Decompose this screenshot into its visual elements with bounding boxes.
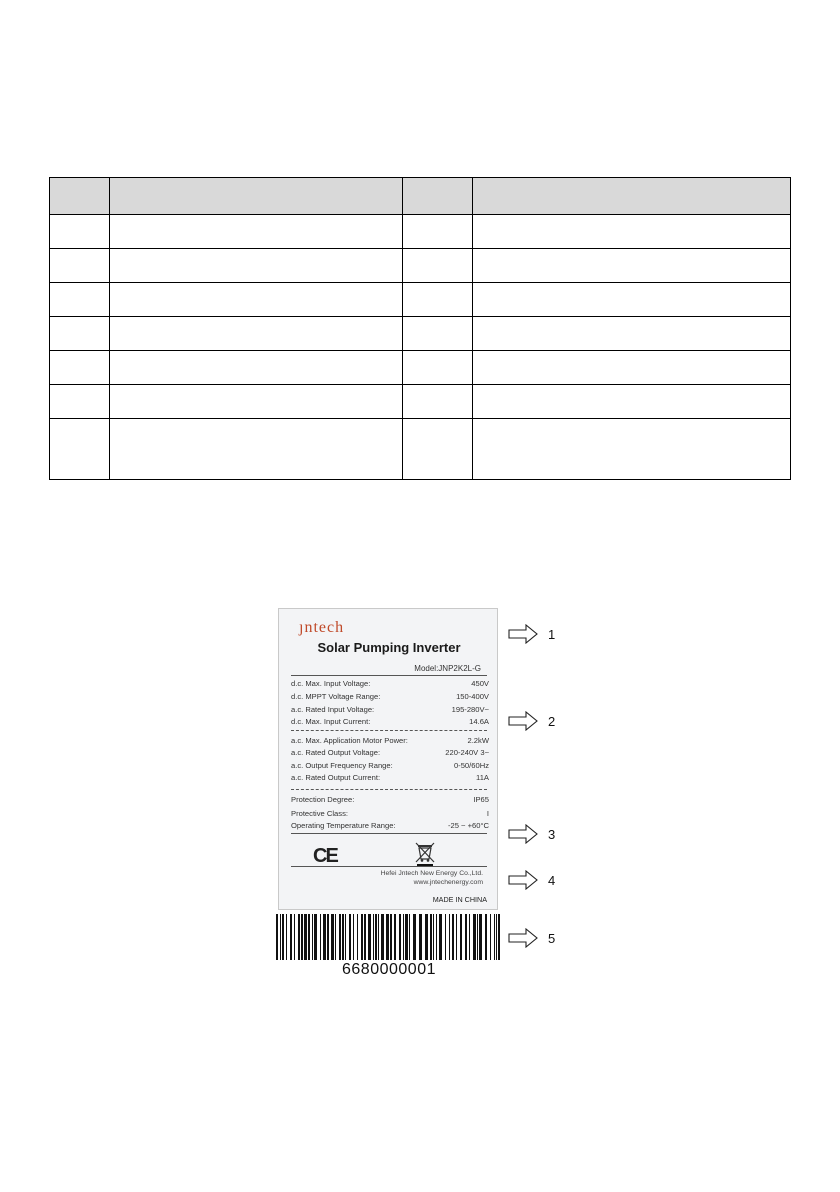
barcode-bars: [274, 914, 504, 960]
empty-table: [49, 177, 790, 480]
barcode-bar: [425, 914, 428, 960]
callout-2: [508, 711, 555, 731]
spec-name: d.c. Max. Input Voltage:: [291, 679, 371, 688]
table-row: [50, 419, 791, 480]
barcode-bar: [342, 914, 344, 960]
barcode-bar: [460, 914, 462, 960]
callout-1: [508, 624, 555, 644]
divider: [291, 675, 487, 676]
table-row: [50, 317, 791, 351]
callout-4: [508, 870, 555, 890]
table-row: [50, 249, 791, 283]
table-header-cell: [403, 178, 473, 215]
barcode-bar: [399, 914, 401, 960]
barcode-bar: [494, 914, 495, 960]
table-row: [50, 351, 791, 385]
spec-name: Protection Degree:: [291, 795, 355, 804]
spec-value: -25 ~ +60°C: [447, 821, 489, 830]
barcode-bar: [339, 914, 341, 960]
arrow-right-icon: [508, 824, 538, 844]
spec-name: a.c. Max. Application Motor Power:: [291, 736, 408, 745]
spec-value: 195-280V~: [451, 705, 489, 714]
table-row: [50, 215, 791, 249]
barcode-bar: [312, 914, 313, 960]
barcode-bar: [394, 914, 396, 960]
callout-number: 2: [548, 713, 556, 729]
arrow-right-icon: [508, 624, 538, 644]
barcode-bar: [381, 914, 384, 960]
spec-row: [291, 809, 489, 819]
table-header-cell: [110, 178, 403, 215]
company-name: Hefei Jntech New Energy Co.,Ltd.: [380, 870, 483, 877]
barcode-bar: [375, 914, 377, 960]
barcode-bar: [349, 914, 351, 960]
barcode-bar: [469, 914, 470, 960]
barcode-bar: [353, 914, 354, 960]
dashed-divider: [291, 730, 487, 731]
made-in-text: MADE IN CHINA: [432, 895, 487, 904]
spec-name: Operating Temperature Range:: [291, 821, 396, 830]
description-table: [49, 177, 791, 480]
barcode-bar: [294, 914, 295, 960]
barcode-bar: [433, 914, 434, 960]
company-website: www.jntechenergy.com: [413, 879, 483, 886]
barcode-bar: [413, 914, 416, 960]
spec-name: a.c. Rated Output Current:: [291, 773, 381, 782]
barcode-bar: [409, 914, 410, 960]
table-header-cell: [473, 178, 791, 215]
barcode-bar: [479, 914, 482, 960]
spec-value: 0-50/60Hz: [453, 761, 489, 770]
barcode-bar: [320, 914, 321, 960]
spec-value: I: [486, 809, 489, 818]
spec-row: [291, 717, 489, 727]
callout-number: 5: [548, 930, 556, 946]
barcode-bar: [430, 914, 432, 960]
barcode-bar: [485, 914, 487, 960]
barcode-bar: [390, 914, 392, 960]
barcode: [274, 914, 504, 980]
model-number: Model:JNP2K2L-G: [414, 664, 481, 673]
barcode-bar: [282, 914, 284, 960]
barcode-bar: [490, 914, 491, 960]
spec-row: [291, 748, 489, 758]
spec-name: d.c. Max. Input Current:: [291, 717, 371, 726]
barcode-bar: [456, 914, 457, 960]
barcode-bar: [452, 914, 454, 960]
barcode-bar: [378, 914, 379, 960]
barcode-bar: [436, 914, 437, 960]
dashed-divider: [291, 789, 487, 790]
spec-value: 220-240V 3~: [445, 748, 489, 757]
barcode-bar: [314, 914, 317, 960]
product-title: Solar Pumping Inverter: [317, 640, 461, 655]
spec-name: a.c. Rated Output Voltage:: [291, 748, 381, 757]
spec-name: a.c. Output Frequency Range:: [291, 761, 393, 770]
barcode-bar: [286, 914, 287, 960]
table-header-cell: [50, 178, 110, 215]
barcode-bar: [276, 914, 278, 960]
spec-row: [291, 736, 489, 746]
spec-name: d.c. MPPT Voltage Range:: [291, 692, 381, 701]
barcode-bar: [403, 914, 404, 960]
arrow-right-icon: [508, 928, 538, 948]
spec-value: 2.2kW: [467, 736, 489, 745]
table-row: [50, 283, 791, 317]
barcode-bar: [373, 914, 374, 960]
spec-value: 150-400V: [456, 692, 489, 701]
barcode-bar: [361, 914, 363, 960]
barcode-bar: [368, 914, 371, 960]
spec-row: [291, 679, 489, 689]
spec-row: [291, 761, 489, 771]
weee-bin-icon: [414, 841, 436, 872]
product-nameplate-label: [278, 608, 498, 910]
barcode-bar: [364, 914, 366, 960]
barcode-bar: [473, 914, 476, 960]
spec-row: [291, 705, 489, 715]
barcode-bar: [323, 914, 326, 960]
callout-5: [508, 928, 555, 948]
spec-name: Protective Class:: [291, 809, 348, 818]
barcode-bar: [498, 914, 500, 960]
callout-number: 3: [548, 826, 556, 842]
barcode-bar: [386, 914, 389, 960]
spec-value: 11A: [476, 773, 489, 782]
barcode-bar: [357, 914, 358, 960]
divider: [291, 866, 487, 867]
table-row: [50, 385, 791, 419]
barcode-bar: [298, 914, 300, 960]
barcode-bar: [304, 914, 307, 960]
callout-number: 1: [548, 626, 556, 642]
barcode-bar: [449, 914, 450, 960]
callout-3: [508, 824, 555, 844]
spec-value: 14.6A: [469, 717, 489, 726]
spec-row: [291, 692, 489, 702]
spec-row: [291, 821, 489, 831]
barcode-bar: [345, 914, 346, 960]
table-header-row: [50, 178, 791, 215]
company-info: [381, 869, 483, 887]
barcode-bar: [327, 914, 329, 960]
arrow-right-icon: [508, 870, 538, 890]
spec-name: a.c. Rated Input Voltage:: [291, 705, 375, 714]
barcode-bar: [335, 914, 336, 960]
barcode-bar: [308, 914, 310, 960]
barcode-bar: [301, 914, 303, 960]
arrow-right-icon: [508, 711, 538, 731]
company-logo: ȷntech: [299, 619, 345, 636]
barcode-bar: [331, 914, 334, 960]
barcode-number: 6680000001: [342, 961, 436, 978]
barcode-bar: [496, 914, 497, 960]
barcode-bar: [280, 914, 281, 960]
barcode-bar: [290, 914, 292, 960]
barcode-bar: [477, 914, 478, 960]
barcode-bar: [419, 914, 422, 960]
barcode-bar: [439, 914, 442, 960]
barcode-bar: [465, 914, 467, 960]
divider: [291, 833, 487, 834]
spec-row: [291, 773, 489, 783]
callout-number: 4: [548, 872, 556, 888]
barcode-bar: [405, 914, 408, 960]
spec-value: IP65: [473, 795, 489, 804]
spec-row: [291, 795, 489, 805]
ce-mark-icon: CE: [313, 845, 337, 867]
barcode-bar: [445, 914, 446, 960]
spec-value: 450V: [471, 679, 489, 688]
